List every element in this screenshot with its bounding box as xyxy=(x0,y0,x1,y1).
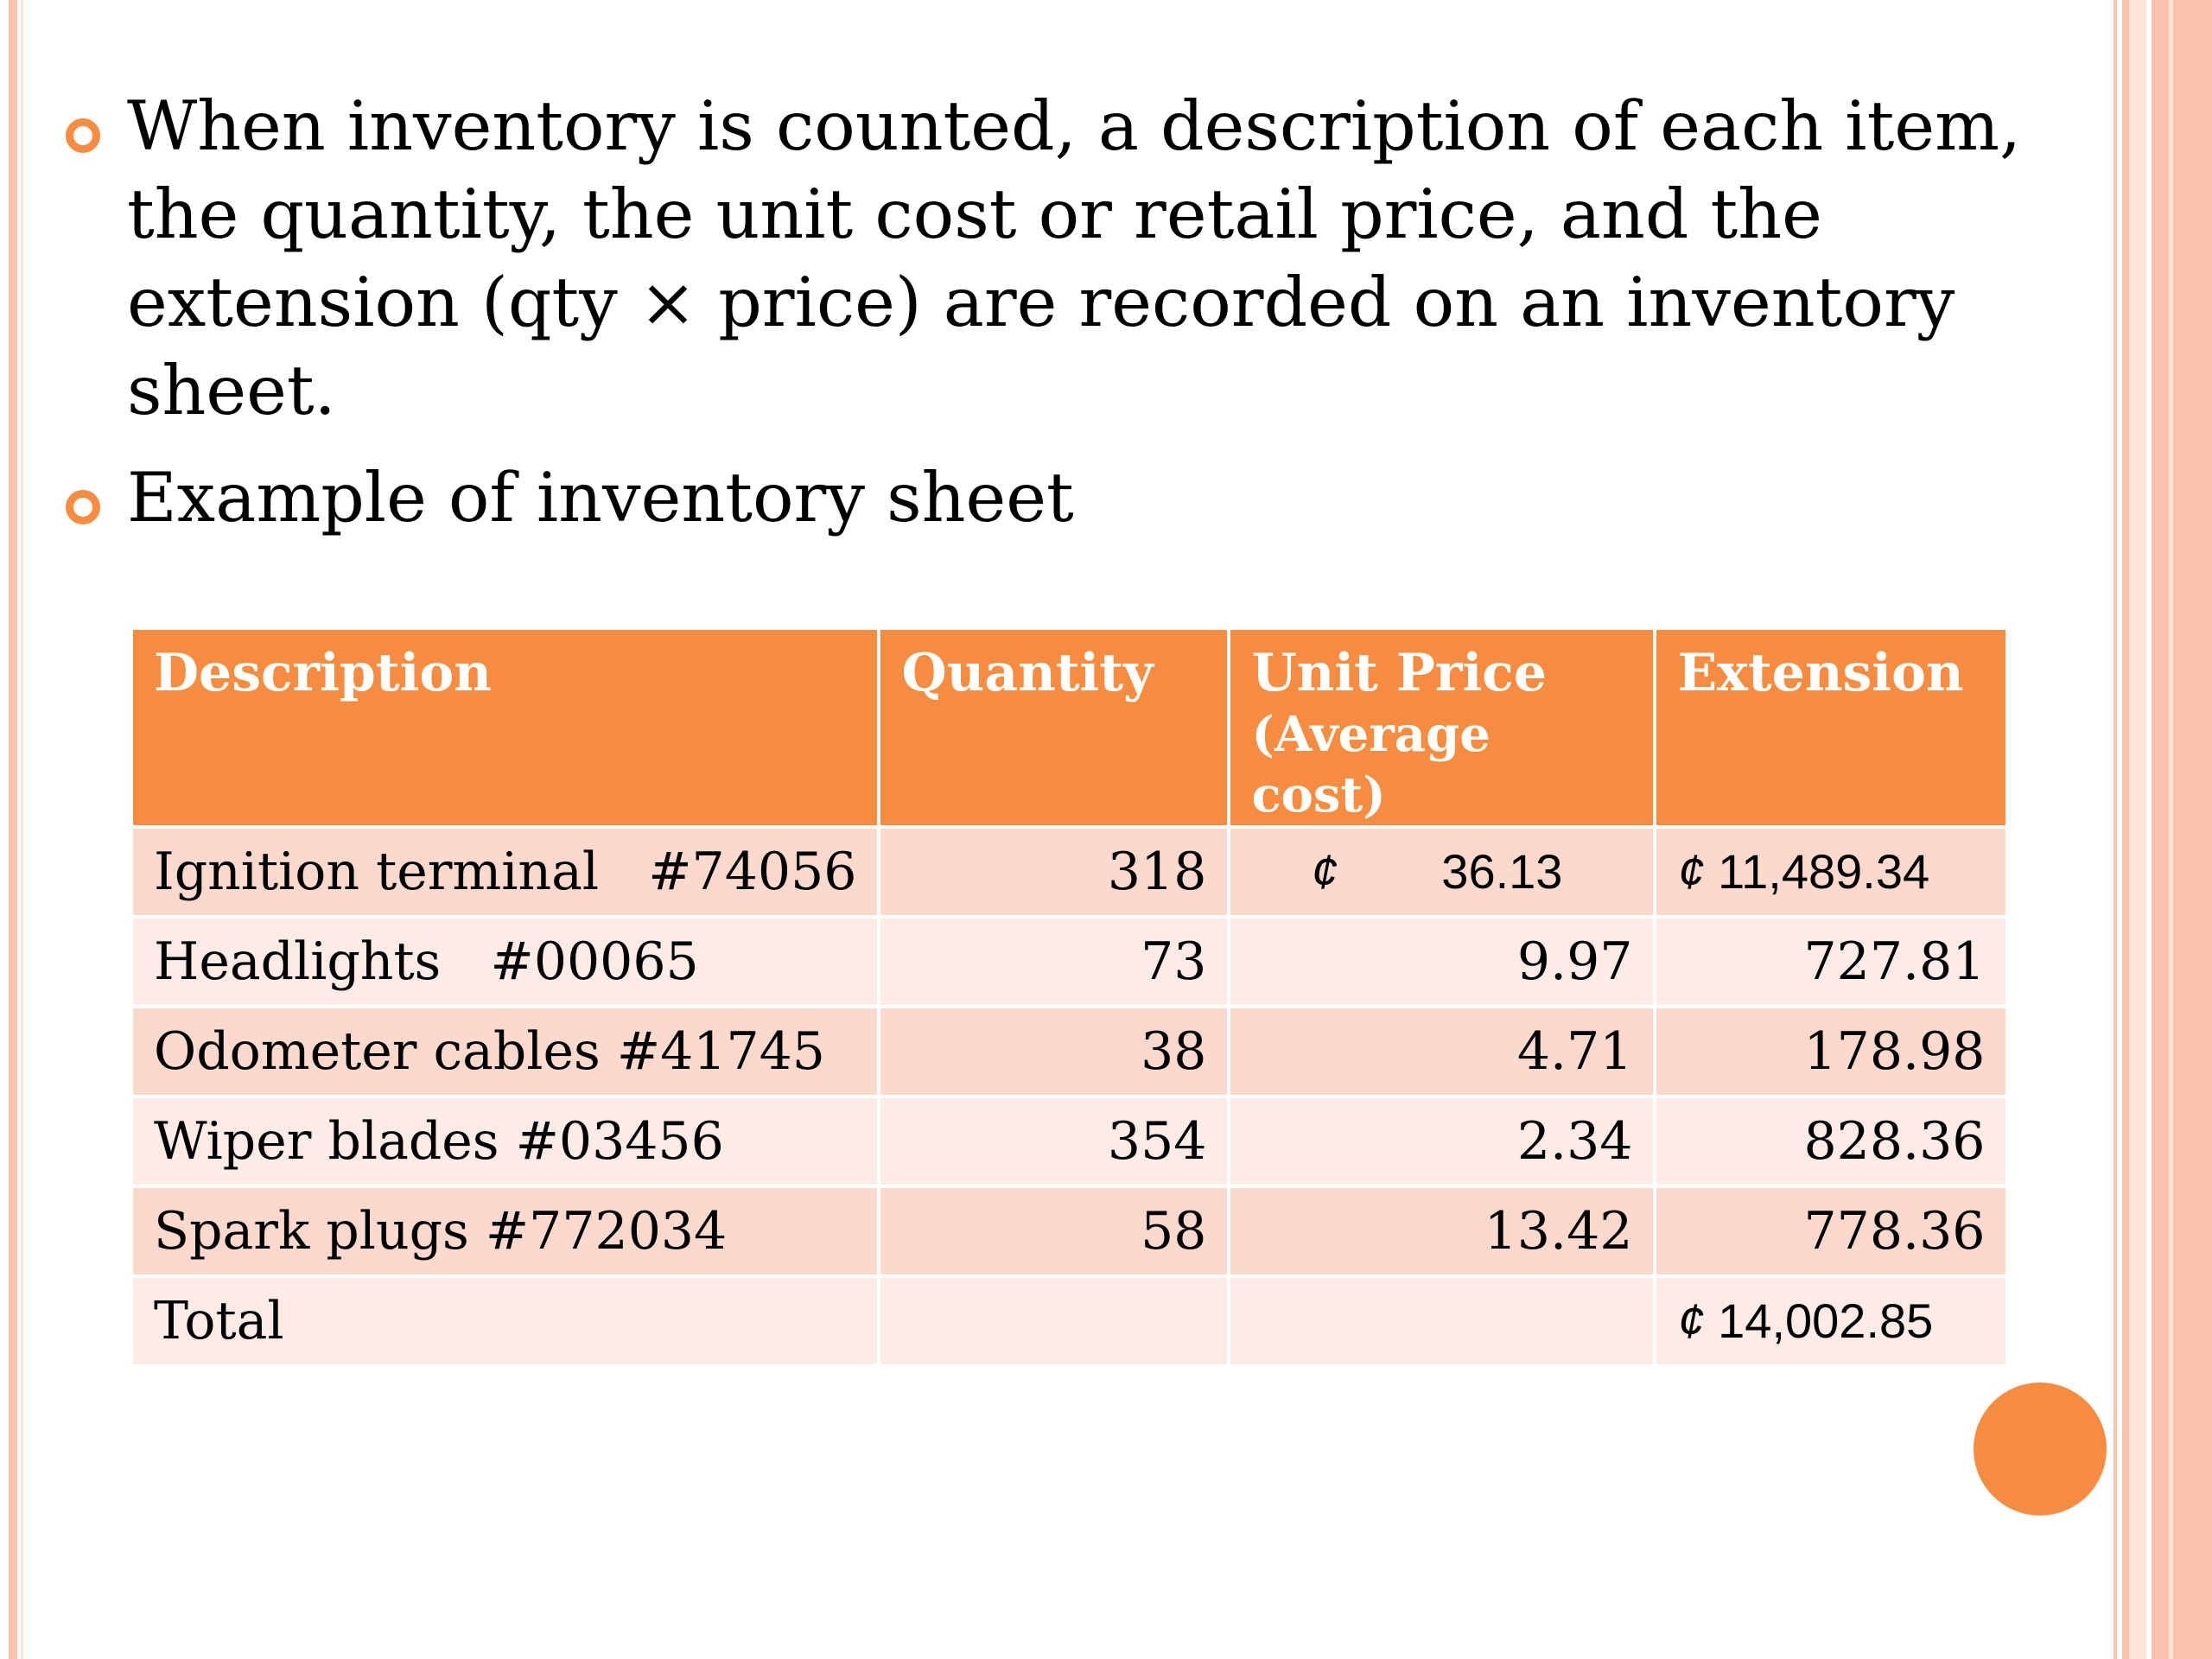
table-row xyxy=(133,829,2005,915)
cell-extension: 828.36 xyxy=(1656,1098,2005,1185)
cell-unit-price: 9.97 xyxy=(1230,918,1653,1005)
inventory-sheet-table xyxy=(130,626,2009,1368)
table-row xyxy=(133,1188,2005,1274)
bullet-item-example xyxy=(0,454,2039,542)
table-total-row xyxy=(133,1278,2005,1364)
cell-quantity: 318 xyxy=(880,829,1227,915)
header-unit-price xyxy=(1230,630,1653,825)
header-unit-price-sublabel: (Average cost) xyxy=(1251,706,1491,823)
bullet-text: Example of inventory sheet xyxy=(127,458,1074,537)
cell-description: Odometer cables #41745 xyxy=(133,1008,877,1095)
cell-extension: 178.98 xyxy=(1656,1008,2005,1095)
cell-description: Headlights #00065 xyxy=(133,918,877,1005)
table-row xyxy=(133,1008,2005,1095)
header-extension: Extension xyxy=(1656,630,2005,825)
cell-total-label: Total xyxy=(133,1278,877,1364)
table-header-row xyxy=(133,630,2005,825)
cell-unit-price: 13.42 xyxy=(1230,1188,1653,1274)
cell-extension xyxy=(1656,829,2005,915)
unit-price-value: 36.13 xyxy=(1441,844,1563,899)
header-quantity: Quantity xyxy=(880,630,1227,825)
decorative-orange-circle xyxy=(1974,1382,2107,1516)
table-row xyxy=(133,1098,2005,1185)
cell-unit-price: 2.34 xyxy=(1230,1098,1653,1185)
cell-quantity: 354 xyxy=(880,1098,1227,1185)
cell-unit-price: 4.71 xyxy=(1230,1008,1653,1095)
cell-total-extension xyxy=(1656,1278,2005,1364)
cell-description: Wiper blades #03456 xyxy=(133,1098,877,1185)
bullet-list xyxy=(0,82,2039,542)
header-unit-price-label: Unit Price xyxy=(1251,643,1548,703)
cell-empty xyxy=(880,1278,1227,1364)
cell-extension: 778.36 xyxy=(1656,1188,2005,1274)
cell-extension: 727.81 xyxy=(1656,918,2005,1005)
hollow-circle-bullet-icon xyxy=(66,118,100,153)
cell-description: Spark plugs #772034 xyxy=(133,1188,877,1274)
total-extension-value: 14,002.85 xyxy=(1718,1294,1934,1348)
bullet-text: When inventory is counted, a description of each item, the quantity, the unit cost or retail price, and the extension (qty × price) are recorded on an inventory sheet. xyxy=(127,86,2022,430)
extension-value: 11,489.34 xyxy=(1718,844,1930,899)
hollow-circle-bullet-icon xyxy=(66,490,100,524)
cell-unit-price xyxy=(1230,829,1653,915)
cell-empty xyxy=(1230,1278,1653,1364)
cell-quantity: 58 xyxy=(880,1188,1227,1274)
currency-symbol: ¢ xyxy=(1677,844,1705,899)
cell-description: Ignition terminal #74056 xyxy=(133,829,877,915)
right-border-stripe-light xyxy=(2129,0,2146,1659)
right-border-stripe-edge xyxy=(2169,0,2173,1659)
bullet-item-inventory-count xyxy=(0,82,2039,435)
currency-symbol: ¢ xyxy=(1677,1294,1705,1348)
currency-symbol: ¢ xyxy=(1311,844,1338,899)
cell-quantity: 73 xyxy=(880,918,1227,1005)
cell-quantity: 38 xyxy=(880,1008,1227,1095)
table-row xyxy=(133,918,2005,1005)
right-border-stripe xyxy=(2122,0,2129,1659)
header-description: Description xyxy=(133,630,877,825)
right-border-stripe-outer xyxy=(2152,0,2212,1659)
right-border-stripe-thin xyxy=(2113,0,2117,1659)
